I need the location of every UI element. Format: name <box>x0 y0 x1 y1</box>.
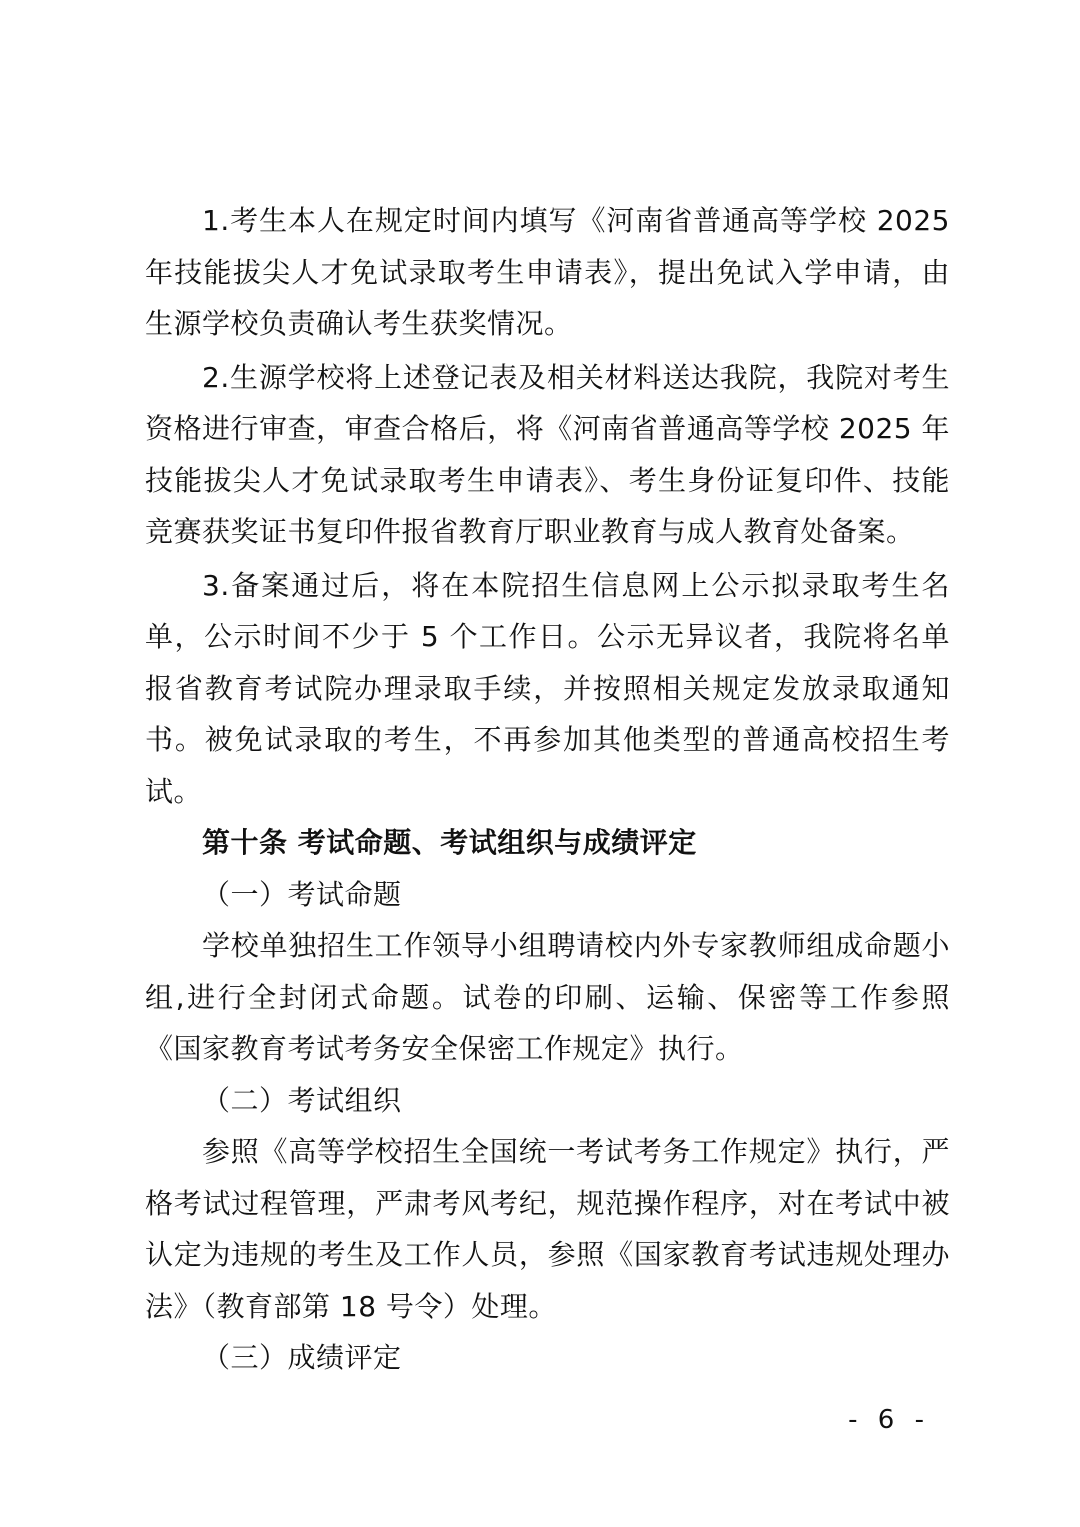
paragraph-application: 1.考生本人在规定时间内填写《河南省普通高等学校 2025年技能拔尖人才免试录取考生申请表》，提出免试入学申请，由生源学校负责确认考生获奖情况。 <box>145 204 950 340</box>
section-heading-score-evaluation: （三）成绩评定 <box>202 1341 402 1374</box>
section-heading-exam-proposition: （一）考试命题 <box>202 877 402 911</box>
page-number: - 6 - <box>848 1405 930 1435</box>
paragraph-exam-proposition: 学校单独招生工作领导小组聘请校内外专家教师组成命题小组,进行全封闭式命题。试卷的印刷、运输、保密等工作参照《国家教育考试考务安全保密工作规定》执行。 <box>145 929 950 1065</box>
document-page <box>145 195 950 1384</box>
paragraph-exam-organization: 参照《高等学校招生全国统一考试考务工作规定》执行，严格考试过程管理，严肃考风考纪，规范操作程序，对在考试中被认定为违规的考生及工作人员，参照《国家教育考试违规处理办法》（教育部第 18 号令）处理。 <box>145 1135 950 1323</box>
paragraph-publicity: 3.备案通过后，将在本院招生信息网上公示拟录取考生名单，公示时间不少于 5 个工作日。公示无异议者，我院将名单报省教育考试院办理录取手续，并按照相关规定发放录取通知书。被免试录取的考生，不再参加其他类型的普通高校招生考试。 <box>145 568 950 808</box>
article-heading: 第十条 考试命题、考试组织与成绩评定 <box>202 826 697 859</box>
section-heading-exam-organization: （二）考试组织 <box>202 1083 402 1117</box>
paragraph-review: 2.生源学校将上述登记表及相关材料送达我院，我院对考生资格进行审查，审查合格后，将《河南省普通高等学校 2025 年技能拔尖人才免试录取考生申请表》、考生身份证复印件、技能竞赛获奖证书复印件报省教育厅职业教育与成人教育处备案。 <box>145 360 950 548</box>
